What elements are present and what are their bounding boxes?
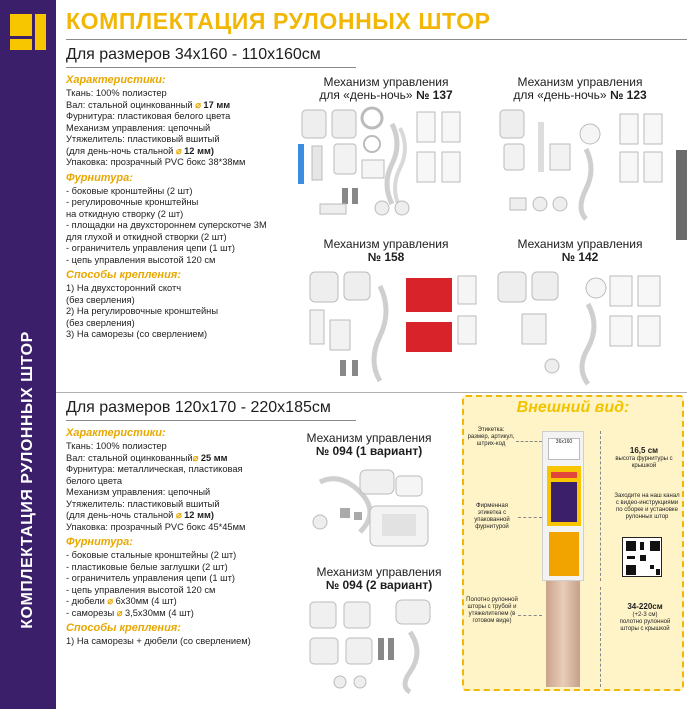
title-divider [66,39,687,40]
mounting-line: (без сверления) [66,317,135,328]
mechanism-title-123: Механизм управления для «день-ночь» № 123 [513,75,647,102]
spec-line: Механизм управления: цепочный [66,487,211,497]
callout-line [518,615,542,616]
mechanism-title-094-v2: Механизм управления № 094 (2 вариант) [316,565,442,592]
spec-line: (для день-ночь стальной ⌀ 12 мм) [66,145,214,156]
block2-fittings-title: Фурнитура: [66,536,133,548]
roll-callout: Полотно рулонной шторы с трубой и утяжелителем (в готовом виде) [466,597,518,624]
video-channel-callout: Заходите на наш канал с видео-инструкциями по сборке и установке рулонных штор [614,493,680,520]
logo-squares-icon [10,14,46,50]
spec-line: Вал: стальной оцинкованный⌀ 25 мм [66,452,228,463]
diameter-icon: ⌀ [116,607,123,618]
spec-line: Ткань: 100% полиэстер [66,441,167,451]
qr-code-icon[interactable] [622,537,662,577]
block2-mounting-title: Способы крепления: [66,622,181,634]
block1-mounting-title: Способы крепления: [66,269,181,281]
page-title: КОМПЛЕКТАЦИЯ РУЛОННЫХ ШТОР [66,8,491,34]
diameter-icon: ⌀ [195,99,201,110]
package-label-callout: Фирменная этикетка с упакованной фурнитурой [474,503,510,530]
mechanism-123-parts-image [490,104,676,230]
package-illustration [542,431,584,689]
callout-line [518,517,542,518]
sidebar-vertical-title: КОМПЛЕКТАЦИЯ РУЛОННЫХ ШТОР [19,331,36,629]
mounting-line: (без сверления) [66,294,135,305]
fitting-line: - боковые кронштейны (2 шт) [66,185,193,196]
mounting-line: 2) На регулировочные кронштейны [66,306,219,316]
appearance-panel [462,395,684,691]
mechanism-137-parts-image [292,104,482,230]
fitting-line: - площадки на двухстороннем суперскотче 3М [66,220,267,230]
section-divider [56,392,687,393]
spec-line: (для день-ночь стальной ⌀ 12 мм) [66,510,214,520]
mechanism-title-158: Механизм управления № 158 [323,237,449,264]
spec-line: Фурнитура: металлическая, пластиковая [66,464,243,474]
mechanism-094-v1-parts-image [300,462,450,562]
block2-characteristics-title: Характеристики: [66,427,166,439]
fitting-line: - ограничитель управления цепи (1 шт) [66,573,235,583]
block2-size-heading: Для размеров 120x170 - 220x185см [66,399,331,416]
appearance-title: Внешний вид: [516,399,630,416]
fitting-line: на откидную створку (2 шт) [66,208,184,219]
mounting-line: 3) На саморезы (со сверлением) [66,329,208,339]
fitting-line: - ограничитель управления цепи (1 шт) [66,243,235,253]
fitting-line: - саморезы ⌀ 3,5x30мм (4 шт) [66,607,194,618]
sidebar [0,0,56,709]
fitting-line: для глухой и откидной створки (2 шт) [66,231,227,242]
diameter-icon: ⌀ [175,145,182,156]
block1-size-heading: Для размеров 34x160 - 110x160см [66,46,321,63]
fitting-line: - дюбели ⌀ 6x30мм (4 шт) [66,596,177,606]
block1-fittings-title: Фурнитура: [66,171,133,184]
background-edge [676,150,687,240]
spec-line: Фурнитура: пластиковая белого цвета [66,111,231,121]
block1-heading-rule [66,67,356,68]
diameter-icon: ⌀ [175,510,182,520]
diameter-icon: ⌀ [192,452,199,463]
mechanism-title-142: Механизм управления № 142 [517,237,643,264]
label-tag-callout: Этикетка: размер, артикул, штрих-код [467,427,515,447]
block1-characteristics-title: Характеристики: [66,74,166,86]
spec-line: Упаковка: прозрачный PVC бокс 38*38мм [66,157,246,167]
fitting-line: - боковые стальные кронштейны (2 шт) [66,550,237,560]
spec-line: Утяжелитель: пластиковый вшитый [66,498,220,509]
fabric-roll [546,581,580,687]
mechanism-158-parts-image [300,266,480,386]
dimension-line-top [600,431,601,581]
spec-line: Утяжелитель: пластиковый вшитый [66,134,220,144]
spec-line: Вал: стальной оцинкованный ⌀ 17 мм [66,99,231,110]
mechanism-094-v2-parts-image [300,596,460,696]
dimension-bottom-callout: 34-220см (+2-3 см) полотно рулонной шторы с крышкой [619,602,671,632]
spec-line: Упаковка: прозрачный PVC бокс 45*45мм [66,521,246,532]
fitting-line: - цепь управления высотой 120 см [66,254,216,265]
spec-line: Механизм управления: цепочный [66,122,211,133]
spec-line: белого цвета [66,475,123,486]
mounting-line: 1) На двухсторонний скотч [66,283,182,293]
fitting-line: - регулировочные кронштейны [66,197,199,207]
mechanism-142-parts-image [492,266,676,386]
fitting-line: - цепь управления высотой 120 см [66,584,216,595]
mechanism-title-094-v1: Механизм управления № 094 (1 вариант) [306,431,432,458]
dimension-top-callout: 16,5 см высота фурнитуры с крышкой [615,446,673,469]
package-label: 36х160 [548,438,580,460]
block2-heading-rule [66,420,356,421]
mounting-line: 1) На саморезы + дюбели (со сверлением) [66,636,251,646]
callout-line [516,441,542,442]
spec-line: Ткань: 100% полиэстер [66,88,167,98]
fitting-line: - пластиковые белые заглушки (2 шт) [66,561,228,572]
mechanism-title-137: Механизм управления для «день-ночь» № 137 [319,75,453,102]
diameter-icon: ⌀ [107,596,113,606]
dimension-line-bottom [600,587,601,687]
